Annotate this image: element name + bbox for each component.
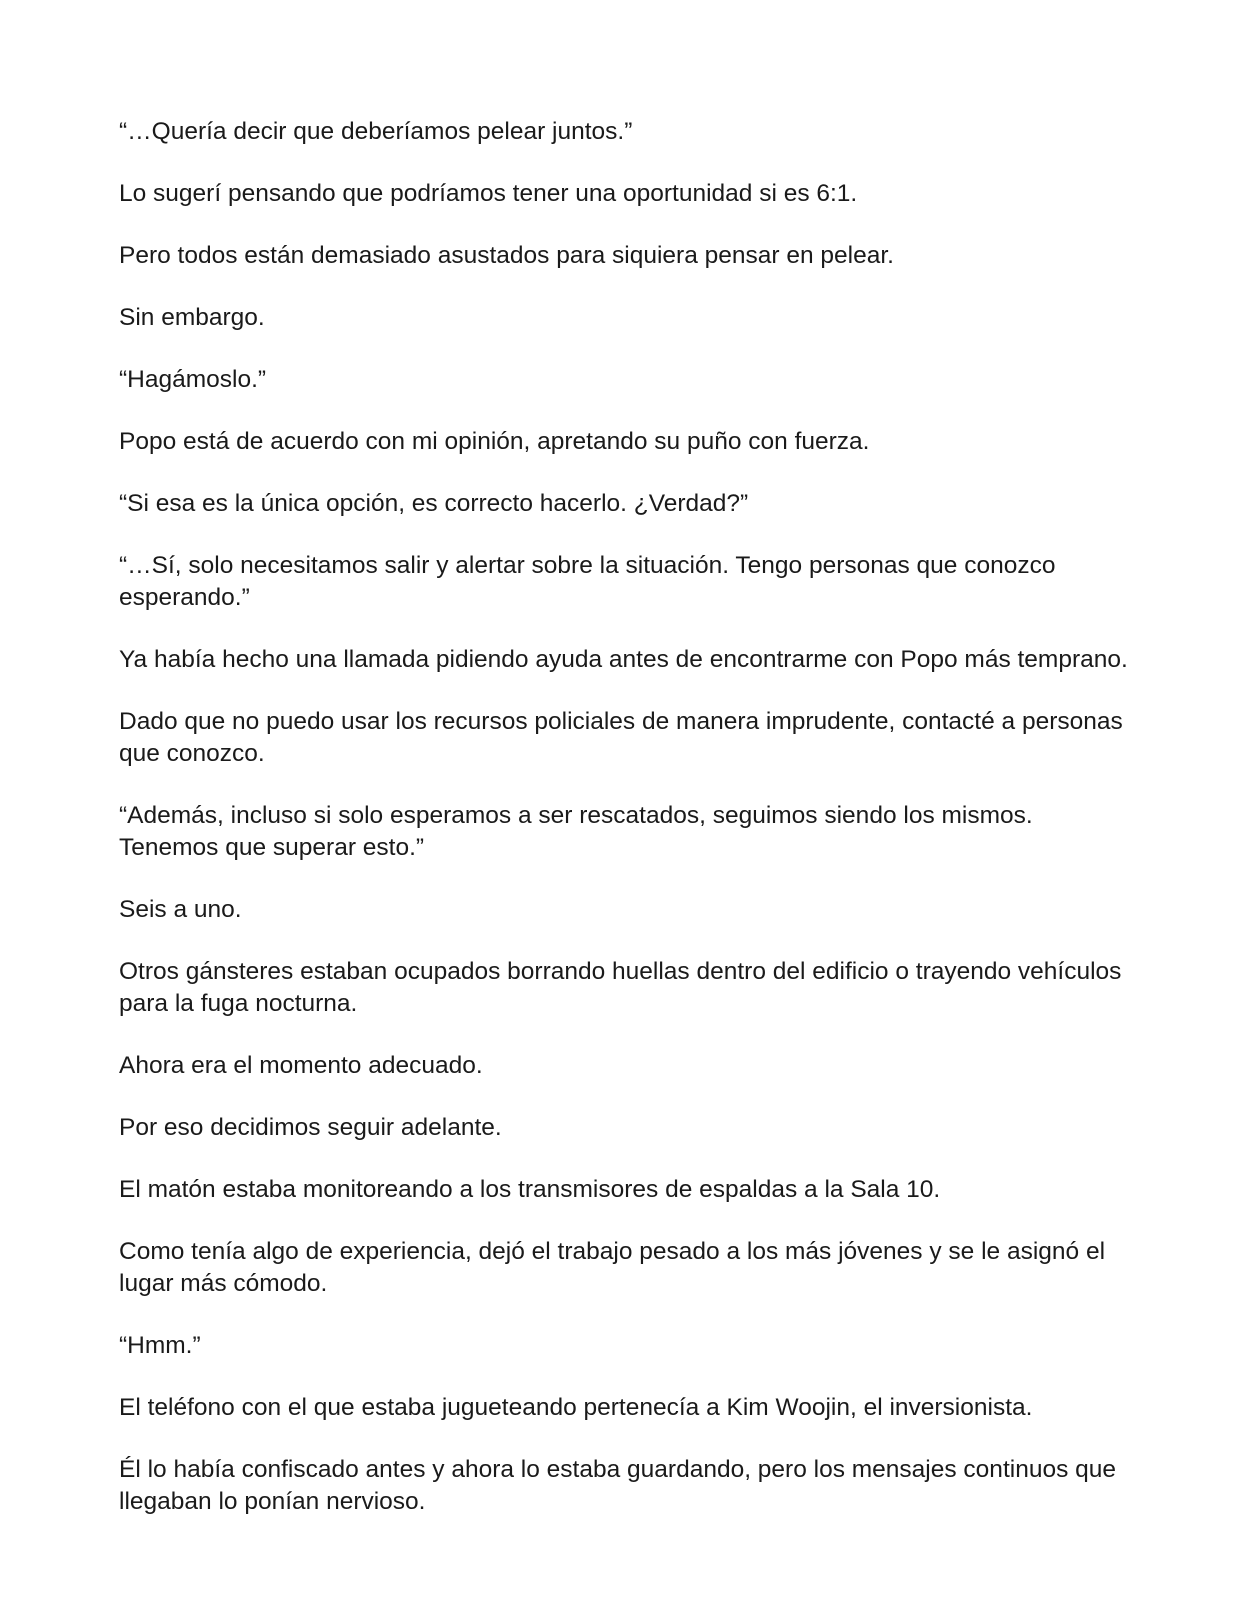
paragraph: Pero todos están demasiado asustados para siquiera pensar en pelear. — [119, 242, 894, 269]
document-body — [119, 116, 1129, 1548]
paragraph: Él lo había confiscado antes y ahora lo estaba guardando, pero los mensajes continuos que llegaban lo ponían nervioso. — [119, 1456, 1116, 1515]
paragraph: Lo sugerí pensando que podríamos tener una oportunidad si es 6:1. — [119, 180, 858, 207]
paragraph: Como tenía algo de experiencia, dejó el trabajo pesado a los más jóvenes y se le asignó el lugar más cómodo. — [119, 1238, 1106, 1297]
paragraph: Seis a uno. — [119, 896, 242, 923]
paragraph: “Hagámoslo.” — [119, 366, 267, 393]
paragraph: Dado que no puedo usar los recursos policiales de manera imprudente, contacté a personas que conozco. — [119, 708, 1123, 767]
paragraph: “Además, incluso si solo esperamos a ser rescatados, seguimos siendo los mismos. Tenemos que superar esto.” — [119, 802, 1033, 861]
paragraph: Por eso decidimos seguir adelante. — [119, 1114, 502, 1141]
paragraph: “…Quería decir que deberíamos pelear juntos.” — [119, 118, 633, 145]
paragraph: Ya había hecho una llamada pidiendo ayuda antes de encontrarme con Popo más temprano. — [119, 646, 1128, 673]
paragraph: El teléfono con el que estaba jugueteando pertenecía a Kim Woojin, el inversionista. — [119, 1394, 1033, 1421]
paragraph: El matón estaba monitoreando a los transmisores de espaldas a la Sala 10. — [119, 1176, 941, 1203]
paragraph: “Hmm.” — [119, 1332, 201, 1359]
paragraph: “Si esa es la única opción, es correcto hacerlo. ¿Verdad?” — [119, 490, 749, 517]
paragraph: “…Sí, solo necesitamos salir y alertar sobre la situación. Tengo personas que conozco esperando.” — [119, 552, 1056, 611]
paragraph: Otros gánsteres estaban ocupados borrando huellas dentro del edificio o trayendo vehículos para la fuga nocturna. — [119, 958, 1122, 1017]
paragraph: Sin embargo. — [119, 304, 265, 331]
paragraph: Popo está de acuerdo con mi opinión, apretando su puño con fuerza. — [119, 428, 870, 455]
paragraph: Ahora era el momento adecuado. — [119, 1052, 483, 1079]
